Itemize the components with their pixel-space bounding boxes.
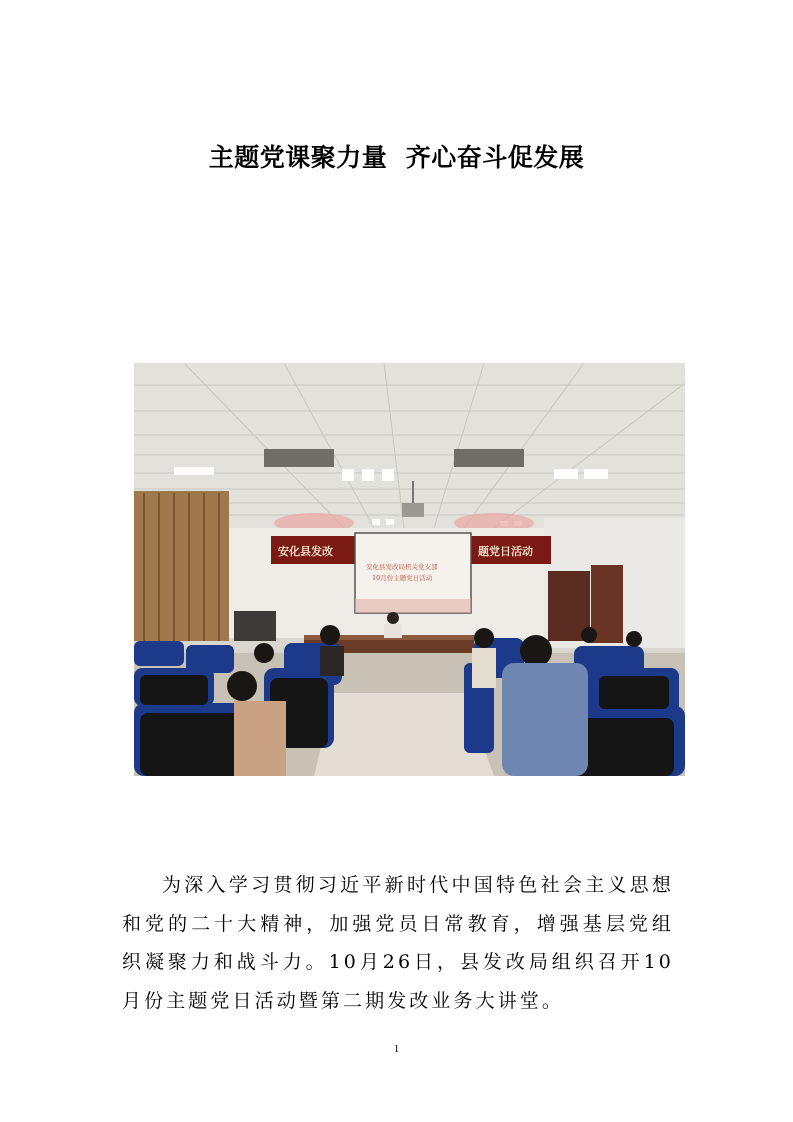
banner-right-text: 题党日活动 (478, 545, 533, 558)
page-number: 1 (393, 1043, 400, 1055)
meeting-photo (134, 363, 685, 776)
document-title: 主题党课聚力量 齐心奋斗促发展 (208, 143, 585, 172)
banner-left-text: 安化县发改 (278, 545, 333, 558)
screen-line-1: 安化县发改局机关党支部 (366, 563, 438, 571)
body-paragraph: 为深入学习贯彻习近平新时代中国特色社会主义思想和党的二十大精神，加强党员日常教育，增强基层党组织凝聚力和战斗力。10月26日，县发改局组织召开10月份主题党日活动暨第二期发改业务大讲堂。 (122, 874, 674, 1012)
meeting-room-illustration (134, 363, 685, 776)
screen-line-2: 10月份主题党日活动 (372, 574, 433, 582)
